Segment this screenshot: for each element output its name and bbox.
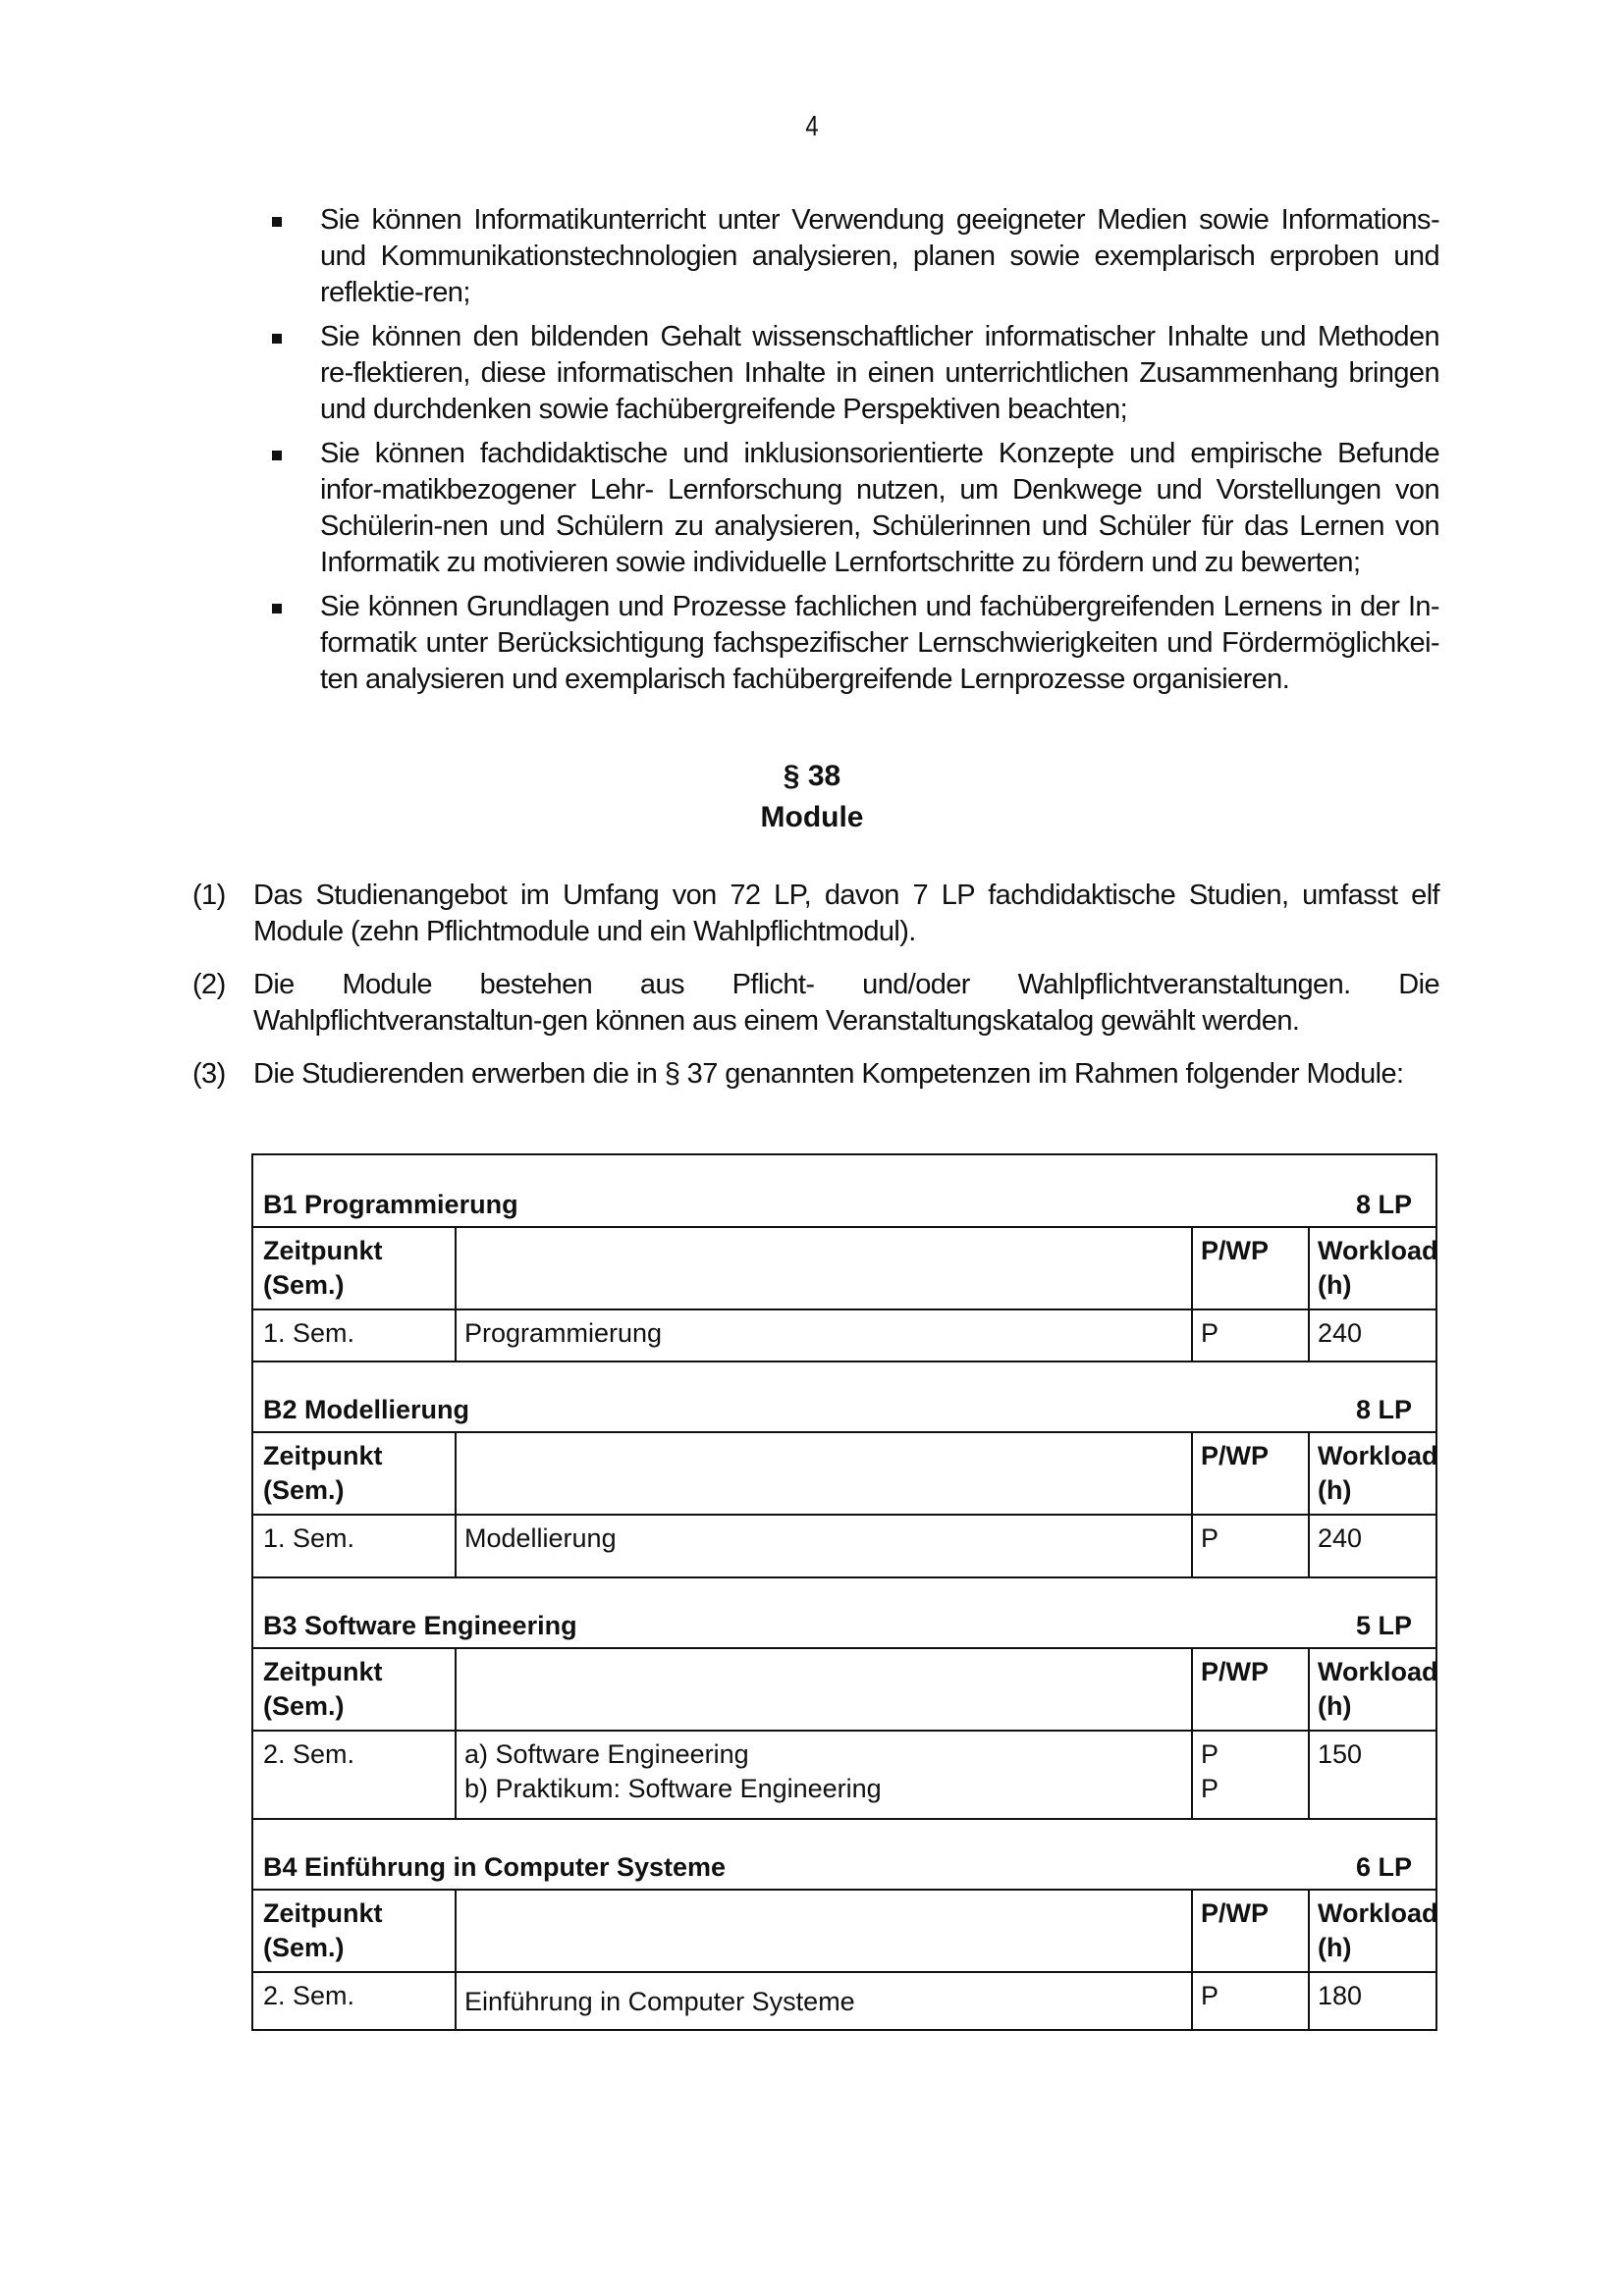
competency-text: Sie können Grundlagen und Prozesse fachlichen und fachübergreifenden Lernens in der In-formatik unter Berücksichtigung fachspezifischer Lernschwierigkeiten und Fördermöglichkei-ten analysieren und exemplarisch fachübergreifende Lernprozesse organisieren.	[320, 591, 1439, 695]
cell-type: P	[1193, 1516, 1310, 1576]
paragraph-item	[192, 967, 1439, 1040]
module-credits: 6 LP	[1355, 1852, 1412, 1882]
module-credits: 8 LP	[1355, 1395, 1412, 1424]
competency-item	[271, 202, 1439, 311]
module-name: B3 Software Engineering	[263, 1611, 577, 1640]
cell-course: a) Software Engineering b) Praktikum: Software Engineering	[457, 1732, 1193, 1818]
module-header-row	[253, 1433, 1438, 1516]
module-block-b2	[253, 1361, 1438, 1576]
header-zeitpunkt: Zeitpunkt (Sem.)	[253, 1649, 457, 1730]
paragraph-text: Das Studienangebot im Umfang von 72 LP, davon 7 LP fachdidaktische Studien, umfasst elf Module (zehn Pflichtmodule und ein Wahlpflichtmodul).	[253, 880, 1439, 947]
header-zeitpunkt: Zeitpunkt (Sem.)	[253, 1228, 457, 1308]
module-title-row	[253, 1361, 1435, 1433]
competency-item	[271, 436, 1439, 581]
cell-semester: 2. Sem.	[253, 1973, 457, 2029]
header-zeitpunkt: Zeitpunkt (Sem.)	[253, 1891, 457, 1971]
cell-workload: 180	[1318, 1981, 1363, 2010]
paragraph-item	[192, 1056, 1439, 1093]
module-block-b1	[253, 1155, 1438, 1361]
header-pwp: P/WP	[1193, 1649, 1310, 1730]
section-title: Module	[760, 801, 864, 833]
header-pwp: P/WP	[1193, 1891, 1310, 1971]
module-name: B1 Programmierung	[263, 1190, 518, 1219]
square-bullet-icon	[272, 604, 282, 614]
module-title-row	[253, 1576, 1435, 1649]
competency-item	[271, 589, 1439, 698]
header-course	[457, 1891, 1193, 1971]
cell-course: Programmierung	[457, 1310, 1193, 1361]
paragraph-number: (3)	[192, 1058, 226, 1090]
paragraph-number: (1)	[192, 880, 226, 911]
section-heading	[0, 756, 1624, 838]
square-bullet-icon	[272, 451, 282, 460]
header-workload: Workload (h)	[1318, 1898, 1438, 1962]
paragraph-item	[192, 878, 1439, 950]
paragraph-text: Die Studierenden erwerben die in § 37 genannten Kompetenzen im Rahmen folgender Module:	[253, 1058, 1404, 1090]
module-title-row	[253, 1818, 1435, 1891]
cell-type: P P	[1193, 1732, 1310, 1818]
cell-semester: 1. Sem.	[253, 1516, 457, 1576]
header-workload: Workload (h)	[1318, 1236, 1438, 1300]
module-table	[251, 1153, 1437, 2031]
module-header-row	[253, 1891, 1438, 1973]
module-credits: 8 LP	[1355, 1190, 1412, 1219]
competency-text: Sie können den bildenden Gehalt wissenschaftlicher informatischer Inhalte und Methoden re-flektieren, diese informatischen Inhalte in einen unterrichtlichen Zusammenhang bringen und durchdenken sowie fachübergreifende Perspektiven beachten;	[320, 321, 1439, 425]
module-data-row	[253, 1732, 1435, 1818]
cell-course: Einführung in Computer Systeme	[457, 1973, 1193, 2029]
cell-workload: 150	[1318, 1739, 1363, 1769]
square-bullet-icon	[272, 334, 282, 344]
competency-text: Sie können Informatikunterricht unter Verwendung geeigneter Medien sowie Informations- und Kommunikationstechnologien analysieren, planen sowie exemplarisch erproben und reflektie-ren;	[320, 204, 1439, 308]
cell-type: P	[1193, 1310, 1310, 1361]
header-pwp: P/WP	[1193, 1228, 1310, 1308]
cell-workload: 240	[1318, 1523, 1363, 1553]
competency-text: Sie können fachdidaktische und inklusionsorientierte Konzepte und empirische Befunde infor-matikbezogener Lehr- Lernforschung nutzen, um Denkwege und Vorstellungen von Schülerin-nen und Schülern zu analysieren, Schülerinnen und Schüler für das Lernen von Informatik zu motivieren sowie individuelle Lernfortschritte zu fördern und zu bewerten;	[320, 438, 1439, 578]
cell-semester: 2. Sem.	[253, 1732, 457, 1818]
page-number: 4	[805, 111, 819, 142]
cell-workload: 240	[1318, 1318, 1363, 1348]
module-header-row	[253, 1228, 1438, 1310]
paragraph-list	[192, 878, 1439, 1109]
module-title-row	[253, 1155, 1435, 1228]
paragraph-number: (2)	[192, 969, 226, 1000]
header-workload: Workload (h)	[1318, 1441, 1438, 1505]
module-header-row	[253, 1649, 1438, 1732]
module-name: B2 Modellierung	[263, 1395, 470, 1424]
module-data-row	[253, 1973, 1435, 2029]
header-workload: Workload (h)	[1318, 1657, 1438, 1721]
module-name: B4 Einführung in Computer Systeme	[263, 1852, 727, 1882]
header-course	[457, 1649, 1193, 1730]
module-data-row	[253, 1310, 1435, 1361]
cell-type: P	[1193, 1973, 1310, 2029]
header-pwp: P/WP	[1193, 1433, 1310, 1514]
competency-item	[271, 319, 1439, 428]
header-course	[457, 1433, 1193, 1514]
cell-semester: 1. Sem.	[253, 1310, 457, 1361]
square-bullet-icon	[272, 217, 282, 227]
header-course	[457, 1228, 1193, 1308]
section-number: § 38	[783, 760, 841, 792]
module-block-b3	[253, 1576, 1438, 1818]
module-credits: 5 LP	[1355, 1611, 1412, 1640]
header-zeitpunkt: Zeitpunkt (Sem.)	[253, 1433, 457, 1514]
paragraph-text: Die Module bestehen aus Pflicht- und/oder Wahlpflichtveranstaltungen. Die Wahlpflichtveranstaltun-gen können aus einem Veranstaltungskatalog gewählt werden.	[253, 969, 1439, 1037]
competency-list	[271, 202, 1439, 706]
cell-course: Modellierung	[457, 1516, 1193, 1576]
module-data-row	[253, 1516, 1435, 1576]
module-block-b4	[253, 1818, 1438, 2029]
